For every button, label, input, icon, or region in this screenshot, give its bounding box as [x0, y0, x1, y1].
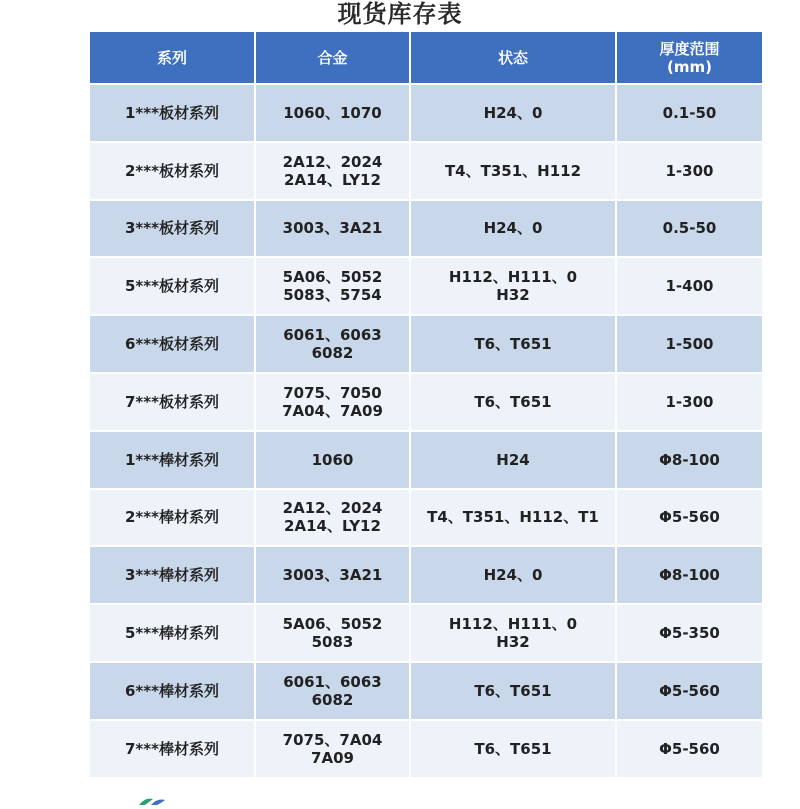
header-series: 系列	[90, 32, 256, 85]
state-cell: H112、H111、0 H32	[411, 605, 617, 663]
range-cell: 1-300	[617, 374, 764, 432]
state-cell: T4、T351、H112、T1	[411, 490, 617, 548]
state-cell: H24、0	[411, 547, 617, 605]
state-cell: H24、0	[411, 85, 617, 143]
series-cell: 6***棒材系列	[90, 663, 256, 721]
inventory-table	[90, 32, 764, 779]
state-cell: T6、T651	[411, 374, 617, 432]
series-cell: 5***棒材系列	[90, 605, 256, 663]
alloy-cell: 5A06、5052 5083	[256, 605, 411, 663]
alloy-cell: 3003、3A21	[256, 547, 411, 605]
range-cell: Φ5-560	[617, 663, 764, 721]
state-cell: H24、0	[411, 201, 617, 259]
series-cell: 3***棒材系列	[90, 547, 256, 605]
series-cell: 7***棒材系列	[90, 721, 256, 779]
page-title: 现货库存表	[337, 0, 463, 28]
series-cell: 5***板材系列	[90, 258, 256, 316]
alloy-cell: 2A12、2024 2A14、LY12	[256, 490, 411, 548]
range-cell: Φ5-560	[617, 490, 764, 548]
alloy-cell: 6061、6063 6082	[256, 316, 411, 374]
series-cell: 7***板材系列	[90, 374, 256, 432]
state-cell: H112、H111、0 H32	[411, 258, 617, 316]
alloy-cell: 1060	[256, 432, 411, 490]
series-cell: 1***棒材系列	[90, 432, 256, 490]
series-cell: 2***板材系列	[90, 143, 256, 201]
alloy-cell: 1060、1070	[256, 85, 411, 143]
series-cell: 1***板材系列	[90, 85, 256, 143]
state-cell: T6、T651	[411, 663, 617, 721]
series-cell: 6***板材系列	[90, 316, 256, 374]
header-thickness-range: 厚度范围 (mm)	[617, 32, 764, 85]
alloy-cell: 6061、6063 6082	[256, 663, 411, 721]
alloy-cell: 3003、3A21	[256, 201, 411, 259]
range-cell: 1-300	[617, 143, 764, 201]
series-cell: 2***棒材系列	[90, 490, 256, 548]
alloy-cell: 5A06、5052 5083、5754	[256, 258, 411, 316]
range-cell: 1-500	[617, 316, 764, 374]
state-cell: T6、T651	[411, 316, 617, 374]
alloy-cell: 7075、7A04 7A09	[256, 721, 411, 779]
range-cell: 0.1-50	[617, 85, 764, 143]
state-cell: H24	[411, 432, 617, 490]
alloy-cell: 7075、7050 7A04、7A09	[256, 374, 411, 432]
alloy-cell: 2A12、2024 2A14、LY12	[256, 143, 411, 201]
range-cell: Φ5-350	[617, 605, 764, 663]
range-cell: Φ8-100	[617, 547, 764, 605]
range-cell: Φ8-100	[617, 432, 764, 490]
series-cell: 3***板材系列	[90, 201, 256, 259]
header-alloy: 合金	[256, 32, 411, 85]
range-cell: 1-400	[617, 258, 764, 316]
state-cell: T4、T351、H112	[411, 143, 617, 201]
state-cell: T6、T651	[411, 721, 617, 779]
logo-fragment	[135, 790, 175, 800]
range-cell: 0.5-50	[617, 201, 764, 259]
range-cell: Φ5-560	[617, 721, 764, 779]
header-state: 状态	[411, 32, 617, 85]
